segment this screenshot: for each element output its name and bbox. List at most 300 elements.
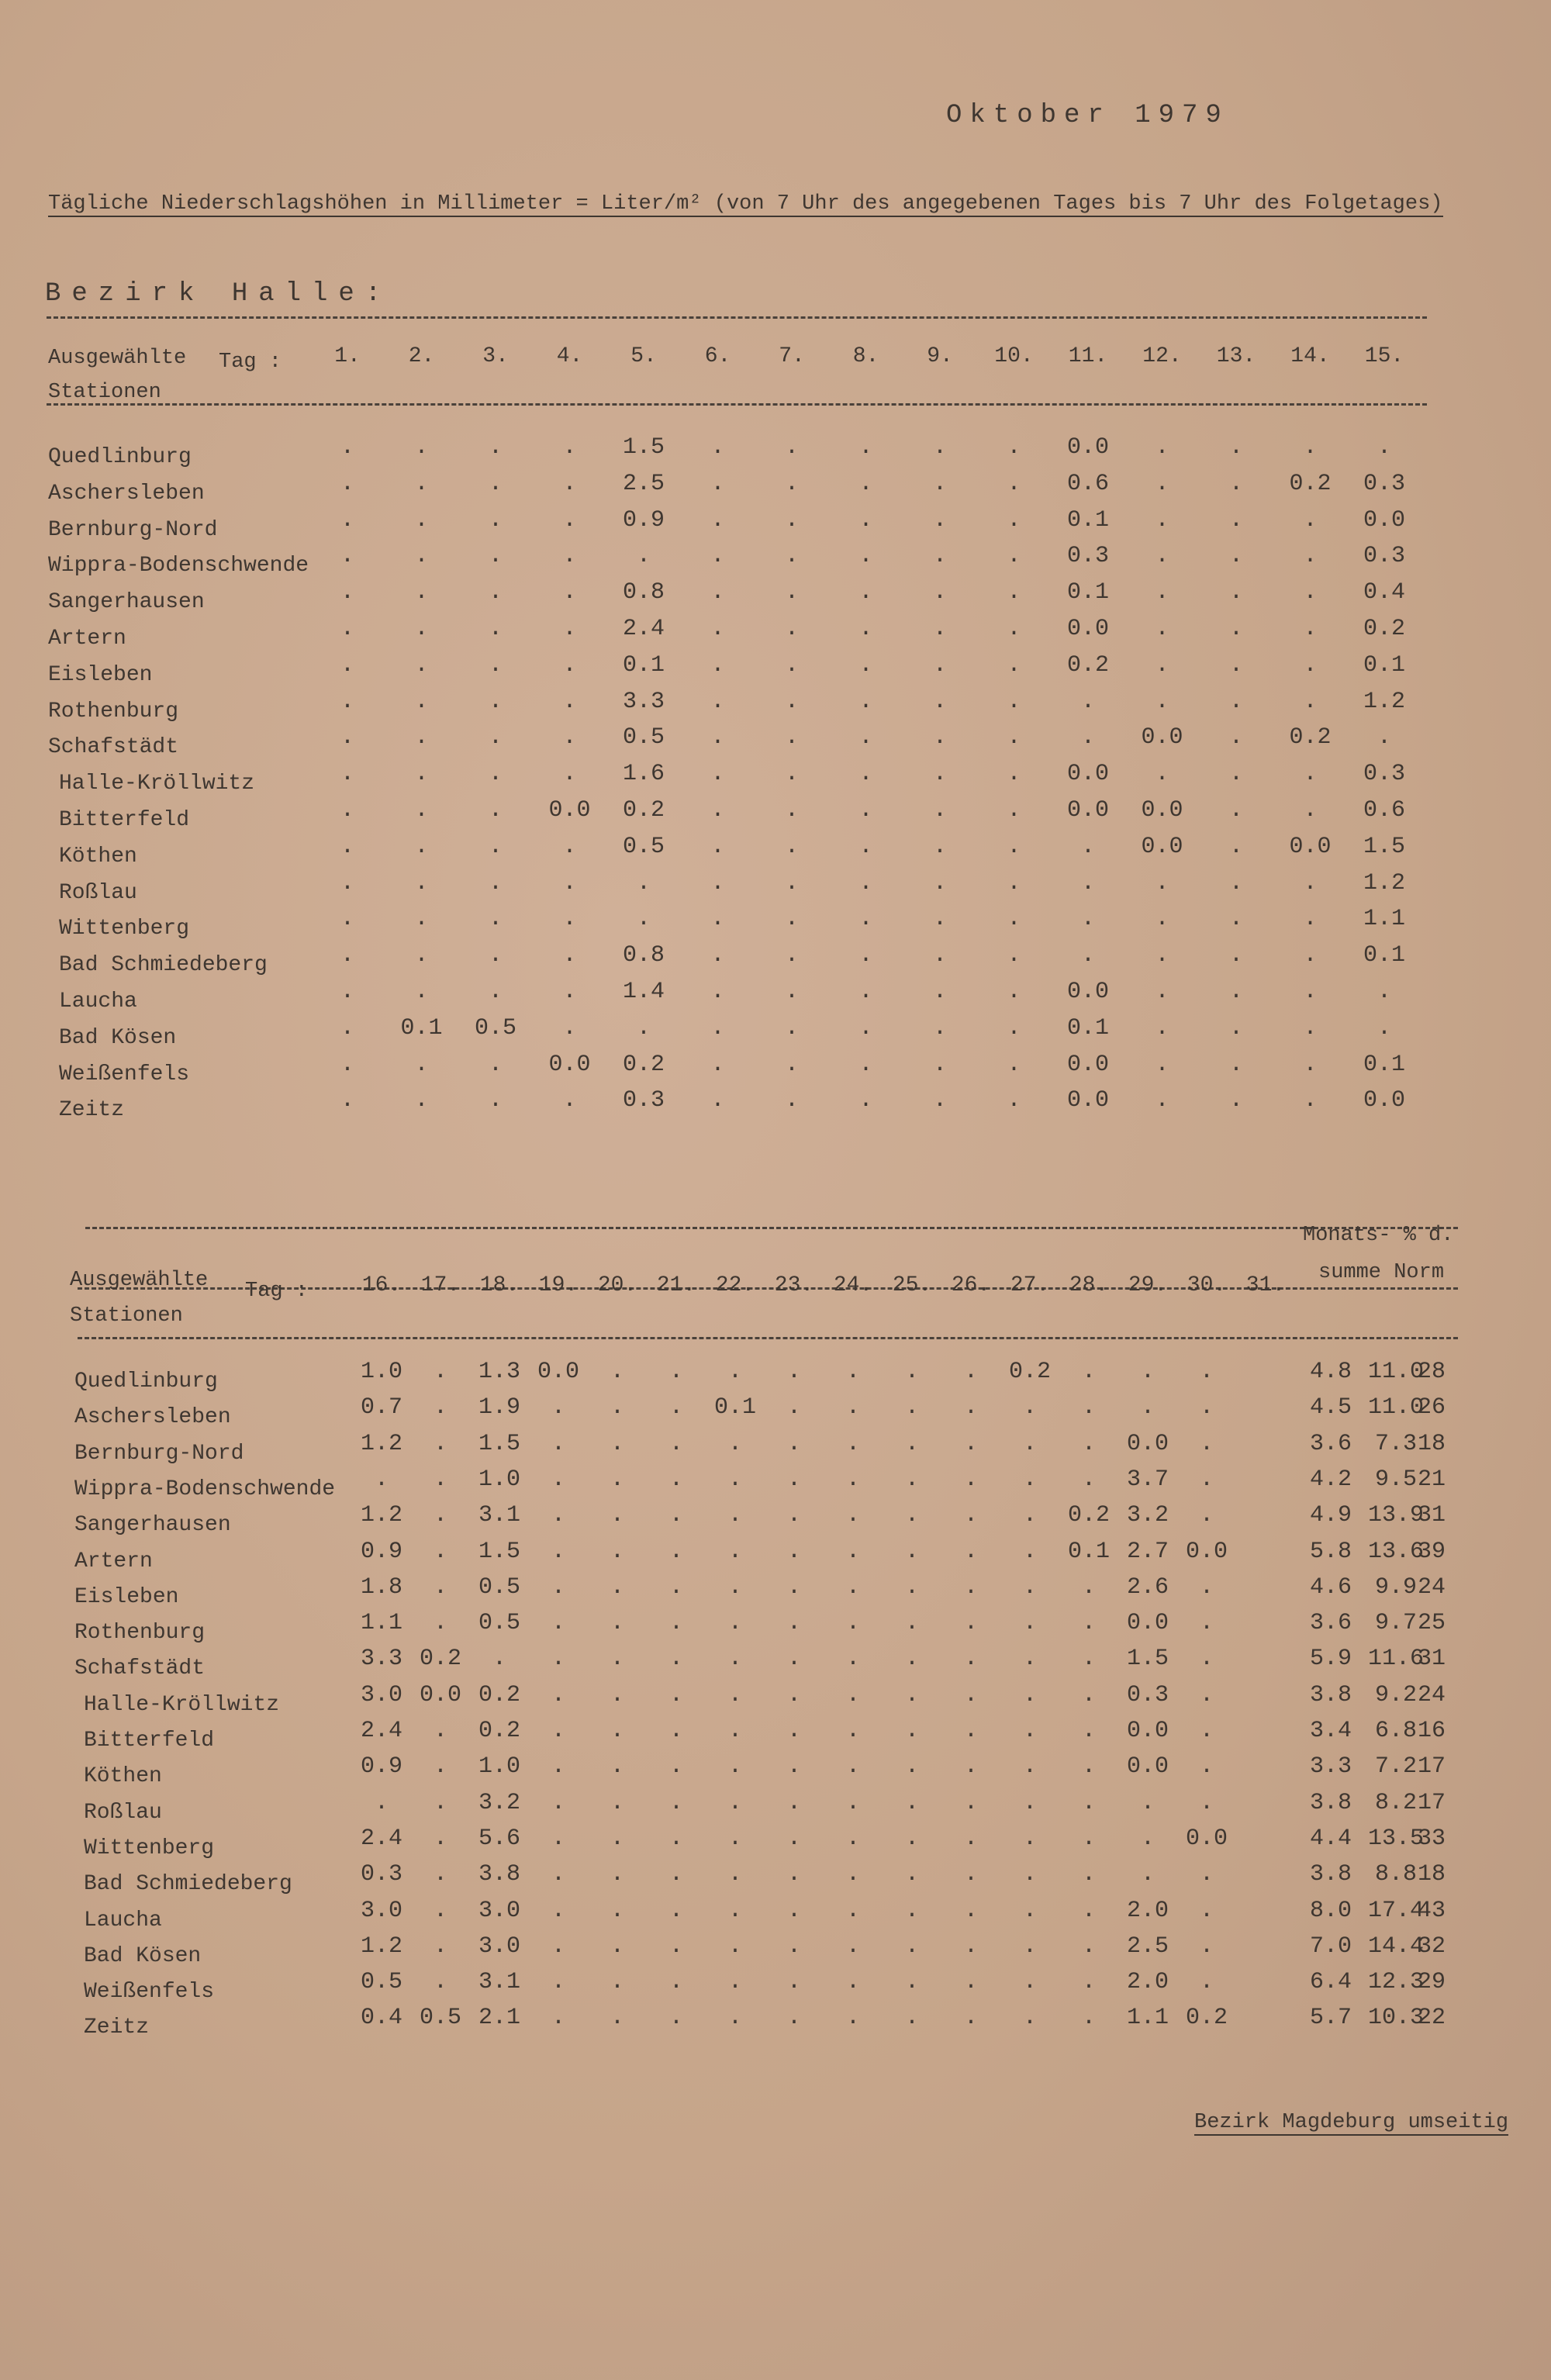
data-cell: . [1022, 1825, 1037, 1852]
data-cell: . [963, 1646, 978, 1673]
data-cell: . [932, 579, 947, 606]
data-cell: . [904, 1753, 919, 1781]
data-cell: . [858, 616, 873, 642]
data-cell: . [1022, 1646, 1037, 1673]
data-cell: . [1022, 1897, 1037, 1924]
data-cell: . [710, 651, 725, 679]
data-cell: . [1228, 470, 1243, 497]
data-cell: . [786, 1573, 801, 1601]
data-cell: . [784, 1014, 799, 1041]
data-cell: 0.1 [1066, 579, 1109, 606]
data-cell: . [784, 616, 799, 642]
data-cell: . [1228, 651, 1243, 679]
station-name: Wippra-Bodenschwende [48, 554, 309, 579]
data-cell: . [414, 797, 429, 824]
data-cell: 0.1 [400, 1014, 443, 1041]
data-cell: . [488, 470, 503, 497]
data-cell: . [963, 1789, 978, 1816]
data-cell: 1.8 [360, 1573, 402, 1601]
data-cell: . [1228, 906, 1243, 933]
data-cell: . [414, 761, 429, 788]
month-heading: Oktober 1979 [946, 101, 1229, 130]
data-cell: . [932, 797, 947, 824]
station-name: Bernburg-Nord [74, 1441, 244, 1466]
data-cell: . [433, 1718, 447, 1744]
data-cell: 1.0 [360, 1359, 402, 1385]
data-cell: . [1022, 1538, 1037, 1565]
data-cell: . [668, 1394, 683, 1421]
data-cell: . [1199, 1681, 1214, 1708]
data-cell: 0.9 [622, 506, 665, 534]
data-cell: . [963, 1359, 978, 1385]
tag-label-top: Tag : [219, 351, 282, 374]
data-cell: . [562, 1087, 577, 1114]
station-name: Sangerhausen [48, 590, 205, 615]
data-cell: . [1303, 1087, 1318, 1114]
data-cell: . [488, 833, 503, 860]
data-cell: . [551, 1538, 565, 1565]
document-title: Tägliche Niederschlagshöhen in Millimeter = Liter/m² (von 7 Uhr des angegebenen Tages bis 7 Uhr des Folgetages) [48, 192, 1443, 216]
data-cell: . [1199, 1789, 1214, 1816]
data-cell: . [668, 1933, 683, 1960]
data-cell: . [610, 1573, 624, 1601]
data-cell: . [786, 2005, 801, 2032]
data-cell: . [610, 1897, 624, 1924]
data-cell: . [414, 470, 429, 497]
data-cell: 0.1 [1066, 1014, 1109, 1041]
data-cell: . [610, 1681, 624, 1708]
data-cell: 0.0 [1126, 1610, 1169, 1637]
data-cell: . [433, 1969, 447, 1996]
data-cell: . [1007, 579, 1021, 606]
data-cell: . [433, 1825, 447, 1852]
data-cell: . [1199, 1861, 1214, 1888]
data-cell: . [1303, 688, 1318, 715]
data-cell: . [904, 1825, 919, 1852]
station-name: Artern [74, 1549, 153, 1573]
data-cell: . [433, 1789, 447, 1816]
data-cell: . [1022, 2005, 1037, 2032]
data-cell: . [1199, 1753, 1214, 1781]
data-cell: . [610, 1394, 624, 1421]
data-cell: . [1303, 979, 1318, 1005]
data-cell: . [1303, 616, 1318, 642]
station-name: Bernburg-Nord [48, 517, 218, 542]
data-cell: . [1081, 1789, 1096, 1816]
data-cell: 3.3 [1309, 1753, 1352, 1781]
data-cell: 0.8 [622, 942, 665, 969]
data-cell: 0.4 [360, 2005, 402, 2032]
day-header-top: 8. [852, 344, 879, 368]
data-cell: . [492, 1646, 506, 1673]
data-cell: . [845, 1718, 860, 1744]
data-cell: . [340, 543, 354, 570]
data-cell: . [1199, 1969, 1214, 1996]
data-cell: . [710, 833, 725, 860]
data-cell: . [414, 543, 429, 570]
data-cell: . [668, 1359, 683, 1385]
day-header-top: 15. [1364, 344, 1404, 368]
data-cell: . [1377, 979, 1391, 1005]
data-cell: . [786, 1610, 801, 1637]
data-cell: . [1155, 651, 1169, 679]
data-cell: . [1303, 869, 1318, 896]
data-cell: . [786, 1538, 801, 1565]
day-header-bottom: 31. [1245, 1273, 1286, 1297]
data-cell: . [562, 761, 577, 788]
data-cell: . [1081, 1825, 1096, 1852]
data-cell: 0.3 [1066, 543, 1109, 570]
data-cell: . [932, 470, 947, 497]
data-cell: . [727, 1897, 742, 1924]
data-cell: . [340, 1051, 354, 1078]
day-header-top: 3. [482, 344, 509, 368]
data-cell: . [786, 1394, 801, 1421]
data-cell: . [786, 1969, 801, 1996]
data-cell: . [668, 1466, 683, 1493]
data-cell: . [932, 651, 947, 679]
data-cell: . [727, 1573, 742, 1601]
data-cell: . [1155, 906, 1169, 933]
data-cell: . [1007, 724, 1021, 751]
data-cell: . [610, 1359, 624, 1385]
data-cell: 1.2 [360, 1502, 402, 1529]
summary-cell: 29 [1417, 1969, 1446, 1996]
data-cell: . [1228, 543, 1243, 570]
data-cell: . [1081, 1861, 1096, 1888]
data-cell: . [1199, 1394, 1214, 1421]
data-cell: . [610, 1502, 624, 1529]
data-cell: . [1377, 1014, 1391, 1041]
data-cell: 0.3 [622, 1087, 665, 1114]
data-cell: . [610, 1718, 624, 1744]
data-cell: 0.0 [1066, 761, 1109, 788]
data-cell: . [786, 1681, 801, 1708]
data-cell: . [710, 906, 725, 933]
data-cell: 8.0 [1309, 1897, 1352, 1924]
day-header-top: 4. [556, 344, 583, 368]
data-cell: . [963, 1718, 978, 1744]
data-cell: . [727, 1789, 742, 1816]
data-cell: . [610, 1466, 624, 1493]
data-cell: . [1022, 1394, 1037, 1421]
data-cell: 0.0 [1185, 1538, 1228, 1565]
data-cell: . [932, 1051, 947, 1078]
data-cell: . [433, 1430, 447, 1457]
data-cell: 0.0 [1363, 1087, 1405, 1114]
data-cell: . [858, 434, 873, 461]
tag-label-bottom: Tag : [245, 1280, 309, 1303]
data-cell: . [1022, 1466, 1037, 1493]
data-cell: . [1228, 869, 1243, 896]
data-cell: . [414, 651, 429, 679]
data-cell: . [1155, 616, 1169, 642]
data-cell: . [858, 833, 873, 860]
data-cell: . [963, 1573, 978, 1601]
data-cell: 0.2 [478, 1681, 520, 1708]
data-cell: . [1007, 651, 1021, 679]
data-cell: . [562, 688, 577, 715]
data-cell: . [1303, 434, 1318, 461]
data-cell: . [1155, 979, 1169, 1005]
station-name: Weißenfels [84, 1980, 215, 2005]
data-cell: . [786, 1502, 801, 1529]
data-cell: . [562, 616, 577, 642]
day-header-top: 7. [779, 344, 805, 368]
data-cell: 0.0 [1126, 1430, 1169, 1457]
data-cell: . [963, 1861, 978, 1888]
data-cell: . [562, 942, 577, 969]
data-cell: . [1081, 2005, 1096, 2032]
data-cell: . [1377, 724, 1391, 751]
data-cell: 2.0 [1126, 1969, 1169, 1996]
data-cell: . [786, 1897, 801, 1924]
data-cell: . [414, 942, 429, 969]
data-cell: . [932, 979, 947, 1005]
data-cell: . [786, 1861, 801, 1888]
data-cell: . [845, 2005, 860, 2032]
data-cell: . [1081, 1466, 1096, 1493]
data-cell: . [904, 1897, 919, 1924]
data-cell: . [1081, 1610, 1096, 1637]
data-cell: . [845, 1861, 860, 1888]
data-cell: 1.0 [478, 1753, 520, 1781]
data-cell: . [610, 1646, 624, 1673]
data-cell: . [784, 470, 799, 497]
data-cell: 0.0 [1066, 1051, 1109, 1078]
data-cell: . [562, 579, 577, 606]
data-cell: . [488, 869, 503, 896]
data-cell: 0.0 [1126, 1718, 1169, 1744]
data-cell: . [636, 906, 651, 933]
day-header-top: 2. [408, 344, 435, 368]
data-cell: . [727, 1538, 742, 1565]
data-cell: . [551, 1718, 565, 1744]
data-cell: . [786, 1359, 801, 1385]
data-cell: . [551, 2005, 565, 2032]
data-cell: . [1081, 1897, 1096, 1924]
data-cell: 0.0 [1141, 724, 1183, 751]
data-cell: 0.0 [548, 797, 591, 824]
data-cell: 0.5 [360, 1969, 402, 1996]
data-cell: . [727, 1933, 742, 1960]
day-header-bottom: 16. [361, 1273, 402, 1297]
data-cell: 1.2 [360, 1430, 402, 1457]
data-cell: 0.1 [622, 651, 665, 679]
summary-cell: 17 [1417, 1789, 1446, 1816]
data-cell: . [710, 688, 725, 715]
data-cell: . [1228, 724, 1243, 751]
data-cell: 1.6 [622, 761, 665, 788]
data-cell: . [1007, 1014, 1021, 1041]
data-cell: . [374, 1466, 389, 1493]
summary-cell: 24 [1417, 1573, 1446, 1601]
stations-header-bottom: Ausgewählte Stationen [70, 1269, 209, 1328]
data-cell: . [904, 1861, 919, 1888]
station-name: Roßlau [84, 1800, 162, 1825]
data-cell: . [1228, 579, 1243, 606]
data-cell: . [1007, 434, 1021, 461]
data-cell: . [710, 869, 725, 896]
data-cell: . [904, 1646, 919, 1673]
data-cell: . [932, 616, 947, 642]
data-cell: 0.6 [1363, 797, 1405, 824]
data-cell: . [710, 979, 725, 1005]
data-cell: 0.3 [1126, 1681, 1169, 1708]
data-cell: . [710, 470, 725, 497]
station-name: Köthen [59, 844, 137, 869]
data-cell: . [710, 543, 725, 570]
data-cell: . [932, 869, 947, 896]
data-cell: 3.6 [1309, 1610, 1352, 1637]
station-name: Halle-Kröllwitz [59, 772, 255, 796]
data-cell: 1.2 [1363, 688, 1405, 715]
data-cell: 0.5 [478, 1573, 520, 1601]
data-cell: . [845, 1897, 860, 1924]
data-cell: . [1199, 1933, 1214, 1960]
data-cell: . [551, 1466, 565, 1493]
station-name: Bitterfeld [59, 808, 190, 832]
data-cell: . [932, 1087, 947, 1114]
data-cell: . [551, 1789, 565, 1816]
summary-cell: 11.0 [1367, 1394, 1424, 1421]
data-cell: 0.5 [474, 1014, 516, 1041]
station-name: Bad Kösen [59, 1025, 177, 1050]
data-cell: . [963, 1538, 978, 1565]
data-cell: 3.2 [478, 1789, 520, 1816]
district-heading: Bezirk Halle: [45, 279, 392, 309]
data-cell: . [1228, 1087, 1243, 1114]
data-cell: . [562, 869, 577, 896]
data-cell: 0.0 [1363, 506, 1405, 534]
station-name: Schafstädt [74, 1656, 206, 1681]
data-cell: . [488, 688, 503, 715]
data-cell: . [551, 1573, 565, 1601]
data-cell: 4.4 [1309, 1825, 1352, 1852]
data-cell: 1.2 [1363, 869, 1405, 896]
data-cell: 0.7 [360, 1394, 402, 1421]
summary-cell: 39 [1417, 1538, 1446, 1565]
data-cell: . [1155, 543, 1169, 570]
data-cell: . [1303, 797, 1318, 824]
data-cell: . [374, 1789, 389, 1816]
data-cell: . [845, 1359, 860, 1385]
data-cell: . [562, 979, 577, 1005]
data-cell: 0.2 [1066, 651, 1109, 679]
summary-cell: 13.6 [1367, 1538, 1424, 1565]
data-cell: . [636, 1014, 651, 1041]
data-cell: . [551, 1933, 565, 1960]
data-cell: 1.5 [478, 1430, 520, 1457]
day-header-bottom: 19. [538, 1273, 579, 1297]
data-cell: . [340, 761, 354, 788]
data-cell: . [414, 616, 429, 642]
data-cell: . [786, 1430, 801, 1457]
data-cell: . [488, 906, 503, 933]
data-cell: . [784, 906, 799, 933]
data-cell: . [668, 1969, 683, 1996]
data-cell: . [668, 1789, 683, 1816]
data-cell: . [433, 1394, 447, 1421]
data-cell: 3.8 [478, 1861, 520, 1888]
data-cell: . [963, 1610, 978, 1637]
data-cell: . [904, 1573, 919, 1601]
data-cell: . [414, 906, 429, 933]
data-cell: . [1022, 1502, 1037, 1529]
summary-cell: 12.3 [1367, 1969, 1424, 1996]
data-cell: . [551, 1825, 565, 1852]
data-cell: 1.5 [1363, 833, 1405, 860]
data-cell: . [1228, 942, 1243, 969]
station-name: Eisleben [74, 1584, 179, 1609]
summary-cell: 17 [1417, 1753, 1446, 1781]
day-header-top: 1. [334, 344, 361, 368]
data-cell: . [1080, 869, 1095, 896]
data-cell: . [1022, 1681, 1037, 1708]
data-cell: . [784, 761, 799, 788]
data-cell: 3.0 [478, 1897, 520, 1924]
station-name: Zeitz [59, 1098, 125, 1123]
station-name: Sangerhausen [74, 1513, 231, 1538]
summary-cell: 43 [1417, 1897, 1446, 1924]
summary-cell: 8.8 [1374, 1861, 1417, 1888]
data-cell: . [1155, 1087, 1169, 1114]
data-cell: . [727, 1359, 742, 1385]
data-cell: . [1303, 543, 1318, 570]
data-cell: 5.9 [1309, 1646, 1352, 1673]
data-cell: . [710, 1087, 725, 1114]
data-cell: . [710, 1051, 725, 1078]
data-cell: . [932, 688, 947, 715]
day-header-bottom: 27. [1010, 1273, 1050, 1297]
data-cell: . [1228, 979, 1243, 1005]
data-cell: . [1007, 797, 1021, 824]
data-cell: . [858, 1051, 873, 1078]
data-cell: . [1155, 506, 1169, 534]
data-cell: 0.5 [622, 833, 665, 860]
day-header-bottom: 20. [597, 1273, 637, 1297]
data-cell: . [1080, 724, 1095, 751]
summary-cell: 11.0 [1367, 1359, 1424, 1385]
data-cell: . [1022, 1718, 1037, 1744]
data-cell: . [1022, 1753, 1037, 1781]
data-cell: . [1303, 761, 1318, 788]
data-cell: 0.9 [360, 1538, 402, 1565]
data-cell: . [340, 797, 354, 824]
data-cell: 0.0 [1066, 1087, 1109, 1114]
data-cell: . [1155, 579, 1169, 606]
data-cell: . [784, 942, 799, 969]
rule-bottom-3 [78, 1337, 1458, 1339]
footer-note: Bezirk Magdeburg umseitig [1194, 2111, 1509, 2134]
station-name: Laucha [84, 1908, 162, 1933]
data-cell: . [858, 1014, 873, 1041]
data-cell: . [932, 833, 947, 860]
data-cell: . [904, 1789, 919, 1816]
data-cell: . [1140, 1394, 1155, 1421]
day-header-top: 10. [994, 344, 1034, 368]
data-cell: 5.8 [1309, 1538, 1352, 1565]
data-cell: . [1007, 869, 1021, 896]
data-cell: . [1022, 1430, 1037, 1457]
data-cell: 3.8 [1309, 1681, 1352, 1708]
day-header-bottom: 17. [420, 1273, 461, 1297]
data-cell: . [488, 1087, 503, 1114]
summary-cell: 31 [1417, 1646, 1446, 1673]
data-cell: 0.0 [1289, 833, 1332, 860]
data-cell: . [668, 1897, 683, 1924]
summary-cell: 16 [1417, 1718, 1446, 1744]
